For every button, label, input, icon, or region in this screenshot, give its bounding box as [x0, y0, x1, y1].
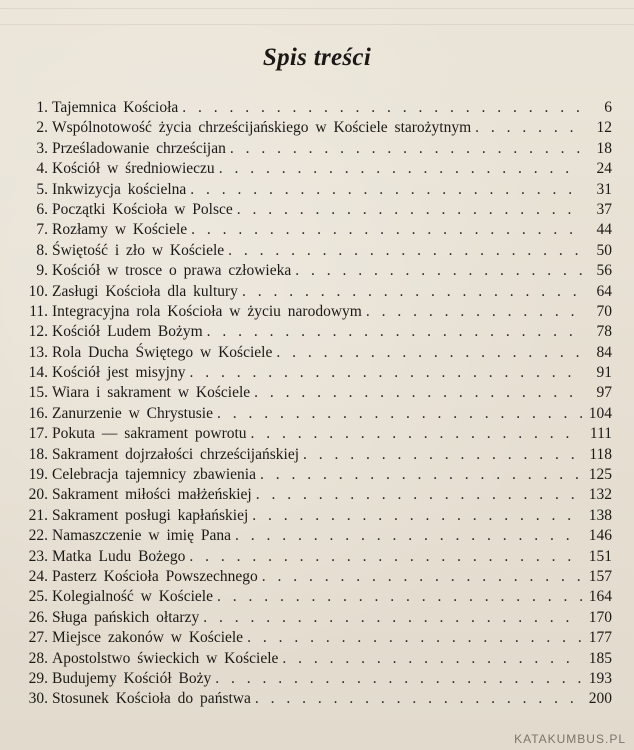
toc-entry-title: Apostolstwo świeckich w Kościele [52, 649, 279, 667]
toc-entry [26, 200, 612, 220]
toc-entry-number: 20. [28, 486, 48, 504]
toc-entry [26, 628, 612, 648]
toc-entry-page: 146 [588, 527, 612, 545]
toc-entry-title: Rozłamy w Kościele [52, 221, 188, 239]
toc-entry-number: 11. [29, 302, 48, 320]
toc-dot-leader [256, 485, 582, 505]
toc-dot-leader [255, 689, 582, 709]
toc-entry-page: 151 [588, 547, 612, 565]
toc-entry-title: Matka Ludu Bożego [52, 547, 186, 565]
toc-dot-leader [262, 567, 582, 587]
toc-entry-page: 97 [596, 384, 612, 402]
toc-entry [26, 485, 612, 505]
toc-entry-title: Sakrament posługi kapłańskiej [52, 506, 249, 524]
toc-entry-number: 23. [28, 547, 48, 565]
toc-entry-page: 64 [596, 282, 612, 300]
toc-entry-title: Celebracja tajemnicy zbawienia [52, 466, 256, 484]
toc-dot-leader [295, 261, 582, 281]
toc-entry-title: Sługa pańskich ołtarzy [52, 608, 200, 626]
toc-entry-number: 16. [28, 404, 48, 422]
toc-entry-number: 1. [36, 99, 48, 116]
toc-dot-leader [235, 526, 582, 546]
toc-entry-page: 31 [596, 180, 612, 198]
toc-entry-title: Stosunek Kościoła do państwa [52, 690, 251, 708]
toc-entry-number: 14. [28, 364, 48, 382]
toc-entry-number: 19. [28, 466, 48, 484]
toc-dot-leader [217, 404, 582, 424]
watermark-text: KATAKUMBUS.PL [514, 732, 626, 746]
toc-dot-leader [215, 669, 582, 689]
toc-entry-number: 29. [28, 669, 48, 687]
toc-dot-leader [475, 118, 582, 138]
toc-entry-title: Miejsce zakonów w Kościele [52, 629, 244, 647]
toc-entry-number: 24. [28, 567, 48, 585]
toc-entry-title: Początki Kościoła w Polsce [52, 200, 233, 218]
toc-entry-number: 30. [28, 690, 48, 708]
toc-entry-page: 24 [596, 160, 612, 178]
toc-entry [26, 282, 612, 302]
toc-entry [26, 180, 612, 200]
toc-dot-leader [366, 302, 582, 322]
toc-entry-title: Kościół jest misyjny [52, 364, 186, 382]
toc-dot-leader [219, 159, 582, 179]
toc-dot-leader [189, 547, 582, 567]
toc-entry-title: Świętość i zło w Kościele [52, 241, 225, 259]
toc-entry-title: Tajemnica Kościoła [52, 99, 179, 116]
toc-entry-number: 5. [36, 180, 48, 198]
toc-entry-title: Namaszczenie w imię Pana [52, 527, 231, 545]
toc-dot-leader [207, 322, 582, 342]
toc-entry-page: 44 [596, 221, 612, 239]
toc-entry [26, 241, 612, 261]
toc-entry [26, 587, 612, 607]
toc-entry [26, 689, 612, 709]
toc-entry-title: Sakrament miłości małżeńskiej [52, 486, 252, 504]
toc-entry-title: Integracyjna rola Kościoła w życiu narodowym [52, 302, 362, 320]
toc-entry-number: 21. [28, 506, 48, 524]
toc-dot-leader [217, 587, 582, 607]
toc-entry [26, 261, 612, 281]
toc-entry-number: 15. [28, 384, 48, 402]
toc-dot-leader [254, 383, 582, 403]
toc-entry-page: 164 [588, 588, 612, 606]
toc-entry-number: 9. [36, 262, 48, 280]
toc-entry-page: 56 [596, 262, 612, 280]
toc-entry-title: Pasterz Kościoła Powszechnego [52, 567, 258, 585]
toc-entry [26, 506, 612, 526]
toc-entry-page: 193 [588, 669, 612, 687]
toc-entry-page: 37 [596, 200, 612, 218]
toc-entry-page: 132 [588, 486, 612, 504]
toc-dot-leader [276, 343, 582, 363]
toc-entry-page: 84 [596, 343, 612, 361]
toc-entry [26, 118, 612, 138]
toc-entry-page: 177 [588, 629, 612, 647]
toc-dot-leader [260, 465, 582, 485]
toc-entry-number: 10. [28, 282, 48, 300]
bleed-through-line [0, 8, 634, 9]
toc-dot-leader [230, 139, 582, 159]
toc-entry [26, 404, 612, 424]
toc-entry-title: Kościół w średniowieczu [52, 160, 215, 178]
toc-entry-number: 28. [28, 649, 48, 667]
toc-entry-title: Zanurzenie w Chrystusie [52, 404, 213, 422]
toc-dot-leader [182, 98, 582, 118]
toc-entry [26, 343, 612, 363]
toc-dot-leader [252, 506, 582, 526]
toc-entry-title: Kościół w trosce o prawa człowieka [52, 262, 292, 280]
toc-entry-page: 170 [588, 608, 612, 626]
toc-entry-title: Zasługi Kościoła dla kultury [52, 282, 238, 300]
toc-entry-number: 4. [36, 160, 48, 178]
toc-dot-leader [190, 180, 582, 200]
toc-entry-number: 2. [36, 119, 48, 137]
toc-entry-number: 17. [28, 425, 48, 443]
toc-entry [26, 649, 612, 669]
toc-dot-leader [282, 649, 582, 669]
toc-entry [26, 465, 612, 485]
toc-entry-page: 12 [596, 119, 612, 137]
toc-dot-leader [237, 200, 582, 220]
toc-entry-number: 3. [36, 139, 48, 157]
toc-entry-page: 118 [589, 445, 612, 463]
toc-entry [26, 669, 612, 689]
page-title: Spis treści [262, 44, 372, 71]
toc-entry [26, 445, 612, 465]
toc-dot-leader [251, 424, 582, 444]
toc-entry-page: 91 [596, 364, 612, 382]
toc-entry-number: 6. [36, 200, 48, 218]
toc-entry [26, 383, 612, 403]
toc-entry [26, 139, 612, 159]
table-of-contents [26, 98, 612, 710]
toc-entry [26, 424, 612, 444]
toc-entry-number: 27. [28, 629, 48, 647]
toc-entry-page: 111 [589, 425, 612, 443]
toc-entry-title: Pokuta — sakrament powrotu [52, 425, 247, 443]
toc-entry-title: Wspólnotowość życia chrześcijańskiego w Kościele starożytnym [52, 119, 472, 137]
toc-entry-page: 78 [596, 323, 612, 341]
toc-entry-number: 22. [28, 527, 48, 545]
bleed-through-line [0, 24, 634, 25]
toc-entry [26, 567, 612, 587]
toc-entry-page: 125 [588, 466, 612, 484]
toc-entry-page: 6 [604, 99, 612, 116]
toc-entry [26, 526, 612, 546]
toc-entry-page: 18 [596, 139, 612, 157]
toc-entry [26, 159, 612, 179]
toc-entry [26, 220, 612, 240]
toc-entry-number: 12. [28, 323, 48, 341]
toc-entry [26, 363, 612, 383]
toc-entry [26, 547, 612, 567]
toc-entry [26, 322, 612, 342]
toc-entry-title: Kościół Ludem Bożym [52, 323, 203, 341]
toc-entry-page: 70 [596, 302, 612, 320]
toc-dot-leader [242, 282, 582, 302]
toc-entry-number: 25. [28, 588, 48, 606]
toc-entry-title: Prześladowanie chrześcijan [52, 139, 226, 157]
toc-entry-title: Kolegialność w Kościele [52, 588, 213, 606]
toc-entry-page: 157 [588, 567, 612, 585]
toc-dot-leader [191, 220, 582, 240]
toc-entry-title: Wiara i sakrament w Kościele [52, 384, 251, 402]
toc-entry-number: 8. [36, 241, 48, 259]
toc-entry [26, 98, 612, 118]
toc-dot-leader [247, 628, 582, 648]
toc-entry-title: Sakrament dojrzałości chrześcijańskiej [52, 445, 300, 463]
toc-entry-title: Budujemy Kościół Boży [52, 669, 212, 687]
toc-entry-page: 185 [588, 649, 612, 667]
toc-entry-number: 13. [28, 343, 48, 361]
toc-entry-page: 200 [588, 690, 612, 708]
toc-entry-page: 50 [596, 241, 612, 259]
toc-dot-leader [203, 608, 582, 628]
toc-dot-leader [189, 363, 582, 383]
toc-entry-title: Inkwizycja kościelna [52, 180, 187, 198]
toc-entry [26, 302, 612, 322]
toc-dot-leader [303, 445, 582, 465]
toc-entry [26, 608, 612, 628]
toc-entry-number: 18. [28, 445, 48, 463]
toc-entry-page: 104 [588, 404, 612, 422]
toc-entry-page: 138 [588, 506, 612, 524]
toc-entry-title: Rola Ducha Świętego w Kościele [52, 343, 273, 361]
toc-dot-leader [228, 241, 582, 261]
toc-entry-number: 26. [28, 608, 48, 626]
toc-entry-number: 7. [36, 221, 48, 239]
